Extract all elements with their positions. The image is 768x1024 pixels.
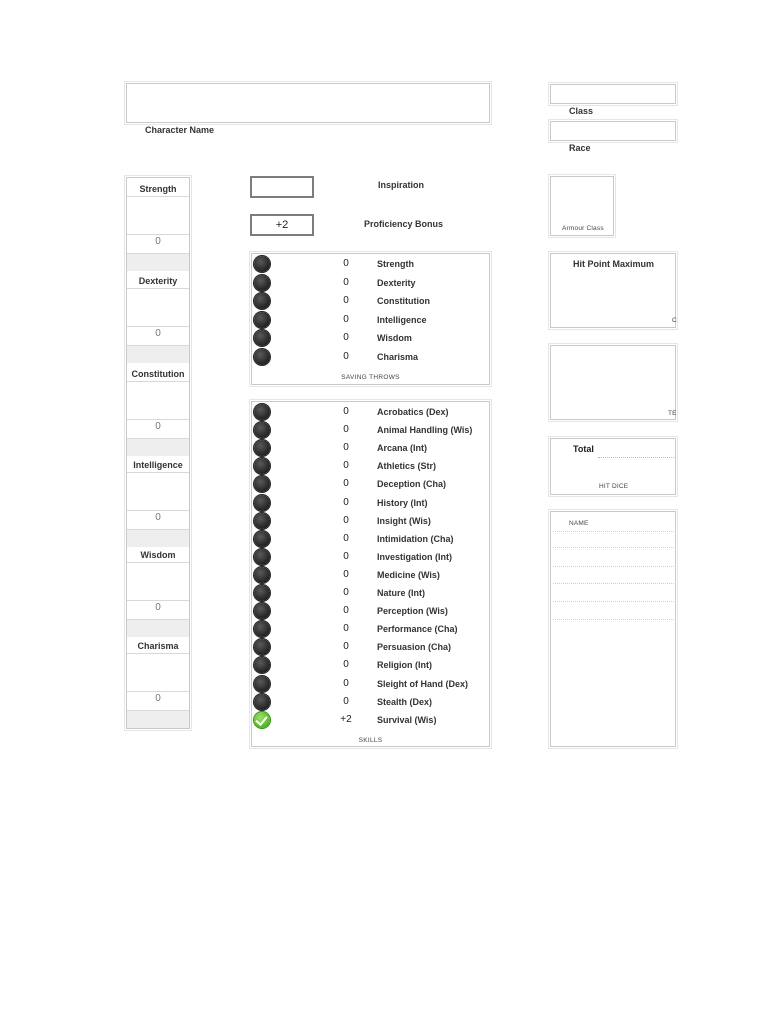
modifier-value: 0 — [343, 424, 349, 436]
skills-title: SKILLS — [358, 737, 383, 744]
row-label: Religion (Int) — [377, 660, 432, 671]
hit-dice-total-label: Total — [573, 444, 594, 454]
row-label: Intelligence — [377, 314, 427, 325]
ability-modifier: 0 — [155, 421, 161, 432]
row-label: Constitution — [377, 296, 430, 307]
ability-block-charisma — [127, 635, 189, 727]
attack-row-line[interactable] — [553, 601, 676, 602]
proficiency-toggle-icon[interactable] — [254, 639, 270, 655]
row-label: Acrobatics (Dex) — [377, 407, 449, 417]
ability-modifier: 0 — [155, 693, 161, 704]
proficiency-toggle-icon[interactable] — [254, 275, 270, 291]
ability-modifier: 0 — [155, 602, 161, 613]
skill-row — [252, 512, 489, 530]
attacks-name-header: NAME — [569, 520, 589, 527]
proficiency-toggle-icon[interactable] — [254, 349, 270, 365]
temporary-hp-label-fragment: TE — [668, 410, 677, 417]
modifier-value: 0 — [343, 677, 349, 689]
ability-name: Dexterity — [138, 276, 178, 286]
saving-throw-row — [252, 255, 489, 273]
proficiency-toggle-icon[interactable] — [254, 657, 270, 673]
row-label: Animal Handling (Wis) — [377, 425, 473, 436]
row-label: Perception (Wis) — [377, 606, 448, 617]
modifier-value: 0 — [343, 460, 349, 472]
modifier-value: 0 — [343, 442, 349, 454]
proficiency-toggle-icon[interactable] — [254, 567, 270, 583]
hit-point-maximum-label: Hit Point Maximum — [573, 259, 655, 269]
proficiency-toggle-icon[interactable] — [254, 476, 270, 492]
armour-class-label: Armour Class — [562, 225, 604, 232]
row-label: Performance (Cha) — [377, 624, 458, 635]
ability-name: Constitution — [131, 369, 185, 379]
modifier-value: +2 — [340, 713, 352, 725]
attack-row-line[interactable] — [553, 547, 676, 548]
proficiency-toggle-icon[interactable] — [254, 531, 270, 547]
skill-row — [252, 439, 489, 457]
row-label: Athletics (Str) — [377, 461, 437, 472]
skill-row — [252, 638, 489, 656]
ability-block-wisdom — [127, 544, 189, 636]
ability-name: Charisma — [137, 641, 179, 651]
class-field[interactable] — [550, 84, 676, 104]
character-name-label: Character Name — [145, 125, 215, 135]
ability-scores-column — [126, 177, 190, 729]
row-label: Sleight of Hand (Dex) — [377, 678, 469, 689]
skill-row — [252, 711, 489, 729]
row-label: Persuasion (Cha) — [377, 642, 452, 653]
current-hp-label-fragment: C — [672, 317, 677, 324]
modifier-value: 0 — [343, 496, 349, 508]
skill-row — [252, 602, 489, 620]
modifier-value: 0 — [343, 641, 349, 653]
proficiency-toggle-icon[interactable] — [254, 256, 270, 272]
attack-row-line[interactable] — [553, 583, 676, 584]
skill-row — [252, 584, 489, 602]
skill-row — [252, 675, 489, 693]
skill-row — [252, 530, 489, 548]
saving-throws-title: SAVING THROWS — [341, 374, 400, 381]
modifier-value: 0 — [343, 568, 349, 580]
ability-block-strength — [127, 178, 189, 270]
row-label: Nature (Int) — [377, 588, 425, 598]
row-label: Survival (Wis) — [377, 714, 437, 725]
modifier-value: 0 — [343, 659, 349, 671]
proficiency-toggle-icon[interactable] — [254, 495, 270, 511]
modifier-value: 0 — [343, 514, 349, 526]
inspiration-label: Inspiration — [378, 180, 425, 190]
ability-modifier: 0 — [155, 328, 161, 339]
ability-modifier: 0 — [155, 236, 161, 247]
row-label: Charisma — [377, 352, 419, 362]
proficiency-toggle-icon[interactable] — [254, 422, 270, 438]
row-label: Intimidation (Cha) — [377, 533, 454, 544]
proficiency-toggle-icon[interactable] — [254, 330, 270, 346]
ability-divider — [127, 345, 189, 363]
skills-panel — [251, 401, 490, 747]
ability-divider — [127, 253, 189, 271]
row-label: Stealth (Dex) — [377, 696, 433, 707]
proficiency-bonus-field[interactable]: +2 — [250, 214, 314, 236]
proficiency-toggle-icon[interactable] — [254, 603, 270, 619]
saving-throw-row — [252, 292, 489, 310]
proficiency-toggle-icon[interactable] — [254, 694, 270, 710]
modifier-value: 0 — [343, 276, 349, 288]
attack-row-line[interactable] — [553, 531, 676, 532]
modifier-value: 0 — [343, 258, 349, 269]
modifier-value: 0 — [343, 605, 349, 617]
proficiency-toggle-icon[interactable] — [254, 676, 270, 692]
ability-score-field[interactable] — [127, 472, 189, 511]
modifier-value: 0 — [343, 332, 349, 344]
skill-row — [252, 566, 489, 584]
race-field[interactable] — [550, 121, 676, 141]
saving-throw-row — [252, 274, 489, 292]
modifier-value: 0 — [343, 587, 349, 598]
class-label: Class — [569, 106, 594, 116]
race-label: Race — [569, 143, 591, 153]
skill-row — [252, 403, 489, 421]
modifier-value: 0 — [343, 532, 349, 544]
skill-row — [252, 494, 489, 512]
skill-row — [252, 620, 489, 638]
character-name-field[interactable] — [126, 83, 490, 123]
skill-row — [252, 457, 489, 475]
ability-score-field[interactable] — [127, 653, 189, 692]
proficiency-toggle-icon[interactable] — [254, 293, 270, 309]
row-label: Insight (Wis) — [377, 515, 431, 526]
proficiency-toggle-icon[interactable] — [254, 312, 270, 328]
ability-score-field[interactable] — [127, 562, 189, 601]
saving-throw-row — [252, 348, 489, 366]
modifier-value: 0 — [343, 313, 349, 325]
ability-name: Strength — [139, 184, 177, 194]
inspiration-field[interactable] — [250, 176, 314, 198]
ability-divider — [127, 710, 189, 728]
ability-score-field[interactable] — [127, 381, 189, 420]
ability-name: Intelligence — [133, 460, 183, 470]
proficient-check-icon[interactable] — [254, 712, 270, 728]
ability-modifier: 0 — [155, 512, 161, 523]
row-label: Investigation (Int) — [377, 551, 452, 562]
skill-row — [252, 548, 489, 566]
saving-throw-row — [252, 311, 489, 329]
modifier-value: 0 — [343, 695, 349, 707]
modifier-value: 0 — [343, 295, 349, 307]
proficiency-toggle-icon[interactable] — [254, 549, 270, 565]
hit-dice-total-line — [598, 457, 676, 458]
modifier-value: 0 — [343, 478, 349, 490]
proficiency-toggle-icon[interactable] — [254, 585, 270, 601]
ability-block-constitution — [127, 363, 189, 455]
proficiency-toggle-icon[interactable] — [254, 404, 270, 420]
modifier-value: 0 — [343, 550, 349, 562]
ability-score-field[interactable] — [127, 288, 189, 327]
saving-throws-panel — [251, 253, 490, 385]
modifier-value: 0 — [343, 623, 349, 635]
attack-row-line[interactable] — [553, 619, 676, 620]
proficiency-toggle-icon[interactable] — [254, 621, 270, 637]
row-label: Strength — [377, 259, 414, 269]
hit-dice-label: HIT DICE — [599, 483, 629, 490]
temporary-hp-field[interactable] — [550, 345, 676, 420]
saving-throw-row — [252, 329, 489, 347]
ability-block-dexterity — [127, 270, 189, 362]
row-label: Wisdom — [377, 333, 412, 344]
modifier-value: 0 — [343, 351, 349, 362]
skill-row — [252, 421, 489, 439]
row-label: Deception (Cha) — [377, 479, 447, 490]
ability-score-field[interactable] — [127, 196, 189, 235]
modifier-value: 0 — [343, 406, 349, 417]
row-label: Medicine (Wis) — [377, 569, 440, 580]
row-label: Arcana (Int) — [377, 443, 428, 454]
proficiency-toggle-icon[interactable] — [254, 458, 270, 474]
ability-block-intelligence — [127, 454, 189, 546]
row-label: History (Int) — [377, 497, 428, 508]
ability-name: Wisdom — [140, 550, 176, 560]
row-label: Dexterity — [377, 277, 416, 288]
skill-row — [252, 475, 489, 493]
proficiency-toggle-icon[interactable] — [254, 440, 270, 456]
proficiency-toggle-icon[interactable] — [254, 513, 270, 529]
skill-row — [252, 656, 489, 674]
skill-row — [252, 693, 489, 711]
proficiency-bonus-label: Proficiency Bonus — [364, 219, 444, 229]
attack-row-line[interactable] — [553, 566, 676, 567]
